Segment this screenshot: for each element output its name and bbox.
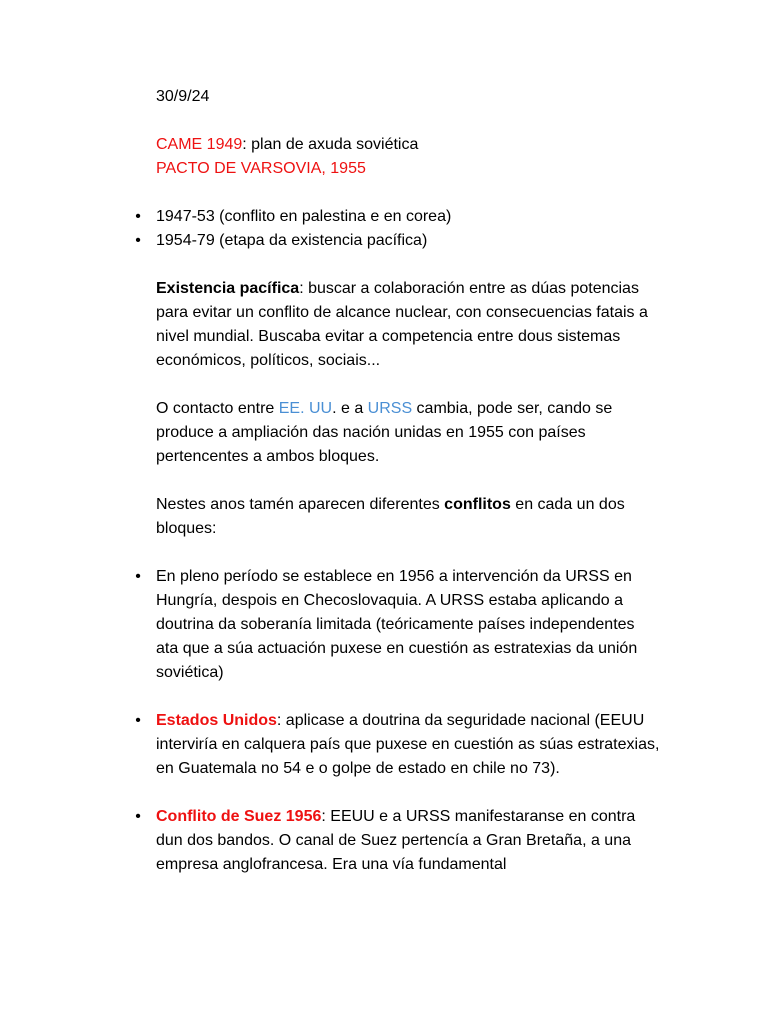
list-item-text: 1947-53 (conflito en palestina e en corea)	[156, 208, 452, 225]
date-line: 30/9/24	[156, 88, 210, 105]
pacto-line: PACTO DE VARSOVIA, 1955	[156, 160, 366, 177]
list-item	[135, 805, 660, 877]
spacer	[156, 469, 660, 493]
list-item-term: Conflito de Suez 1956	[156, 808, 322, 825]
bullet-list-conflicts	[135, 565, 660, 877]
contacto-paragraph	[156, 397, 660, 469]
nestes-term: conflitos	[444, 496, 511, 513]
nestes-prefix: Nestes anos tamén aparecen diferentes	[156, 496, 445, 513]
spacer	[156, 181, 660, 205]
came-line	[156, 133, 660, 157]
contacto-prefix: O contacto entre	[156, 400, 279, 417]
contacto-suffix: cambia, pode ser, cando se produce a ampliación das nación unidas en 1955 con países pertencentes a ambos bloques.	[156, 400, 613, 465]
spacer	[156, 685, 660, 709]
list-item-text: En pleno período se establece en 1956 a intervención da URSS en Hungría, despois en Checoslovaquia. A URSS estaba aplicando a doutrina da soberanía limitada (teóricamente países independentes ata que a súa actuación puxese en cuestión as estratexias da unión soviética)	[156, 568, 638, 681]
spacer	[156, 373, 660, 397]
list-item	[135, 709, 660, 781]
existencia-text: : buscar a colaboración entre as dúas potencias para evitar un conflito de alcance nuclear, con consecuencias fatais a nivel mundial. Buscaba evitar a competencia entre dous sistemas económicos, políticos, sociais...	[156, 280, 648, 369]
bullet-icon: •	[135, 232, 141, 249]
contacto-mid: . e a	[332, 400, 368, 417]
list-item	[135, 229, 660, 253]
bullet-list-periods	[135, 205, 660, 253]
bullet-icon: •	[135, 568, 141, 585]
list-item	[135, 565, 660, 685]
bullet-icon: •	[135, 208, 141, 225]
spacer	[156, 781, 660, 805]
list-item-text: : aplicase a doutrina da seguridade nacional (EEUU interviría en calquera país que puxese en cuestión as súas estratexias, en Guatemala no 54 e o golpe de estado en chile no 73).	[156, 712, 660, 777]
came-text: : plan de axuda soviética	[242, 136, 419, 153]
existencia-paragraph	[156, 277, 660, 373]
eeuu-link: EE. UU	[278, 400, 333, 417]
existencia-term: Existencia pacífica	[156, 280, 300, 297]
list-item-text: : EEUU e a URSS manifestaranse en contra dun dos bandos. O canal de Suez pertencía a Gran Bretaña, a una empresa anglofrancesa. Era una vía fundamental	[156, 808, 636, 873]
document-body	[135, 85, 660, 877]
spacer	[156, 541, 660, 565]
nestes-suffix: en cada un dos bloques:	[156, 496, 625, 537]
came-label: CAME 1949	[156, 136, 243, 153]
bullet-icon: •	[135, 712, 141, 729]
urss-link: URSS	[367, 400, 413, 417]
list-item-text: 1954-79 (etapa da existencia pacífica)	[156, 232, 428, 249]
spacer	[156, 253, 660, 277]
bullet-icon: •	[135, 808, 141, 825]
spacer	[156, 109, 660, 133]
list-item-term: Estados Unidos	[156, 712, 277, 729]
list-item	[135, 205, 660, 229]
nestes-paragraph	[156, 493, 660, 541]
